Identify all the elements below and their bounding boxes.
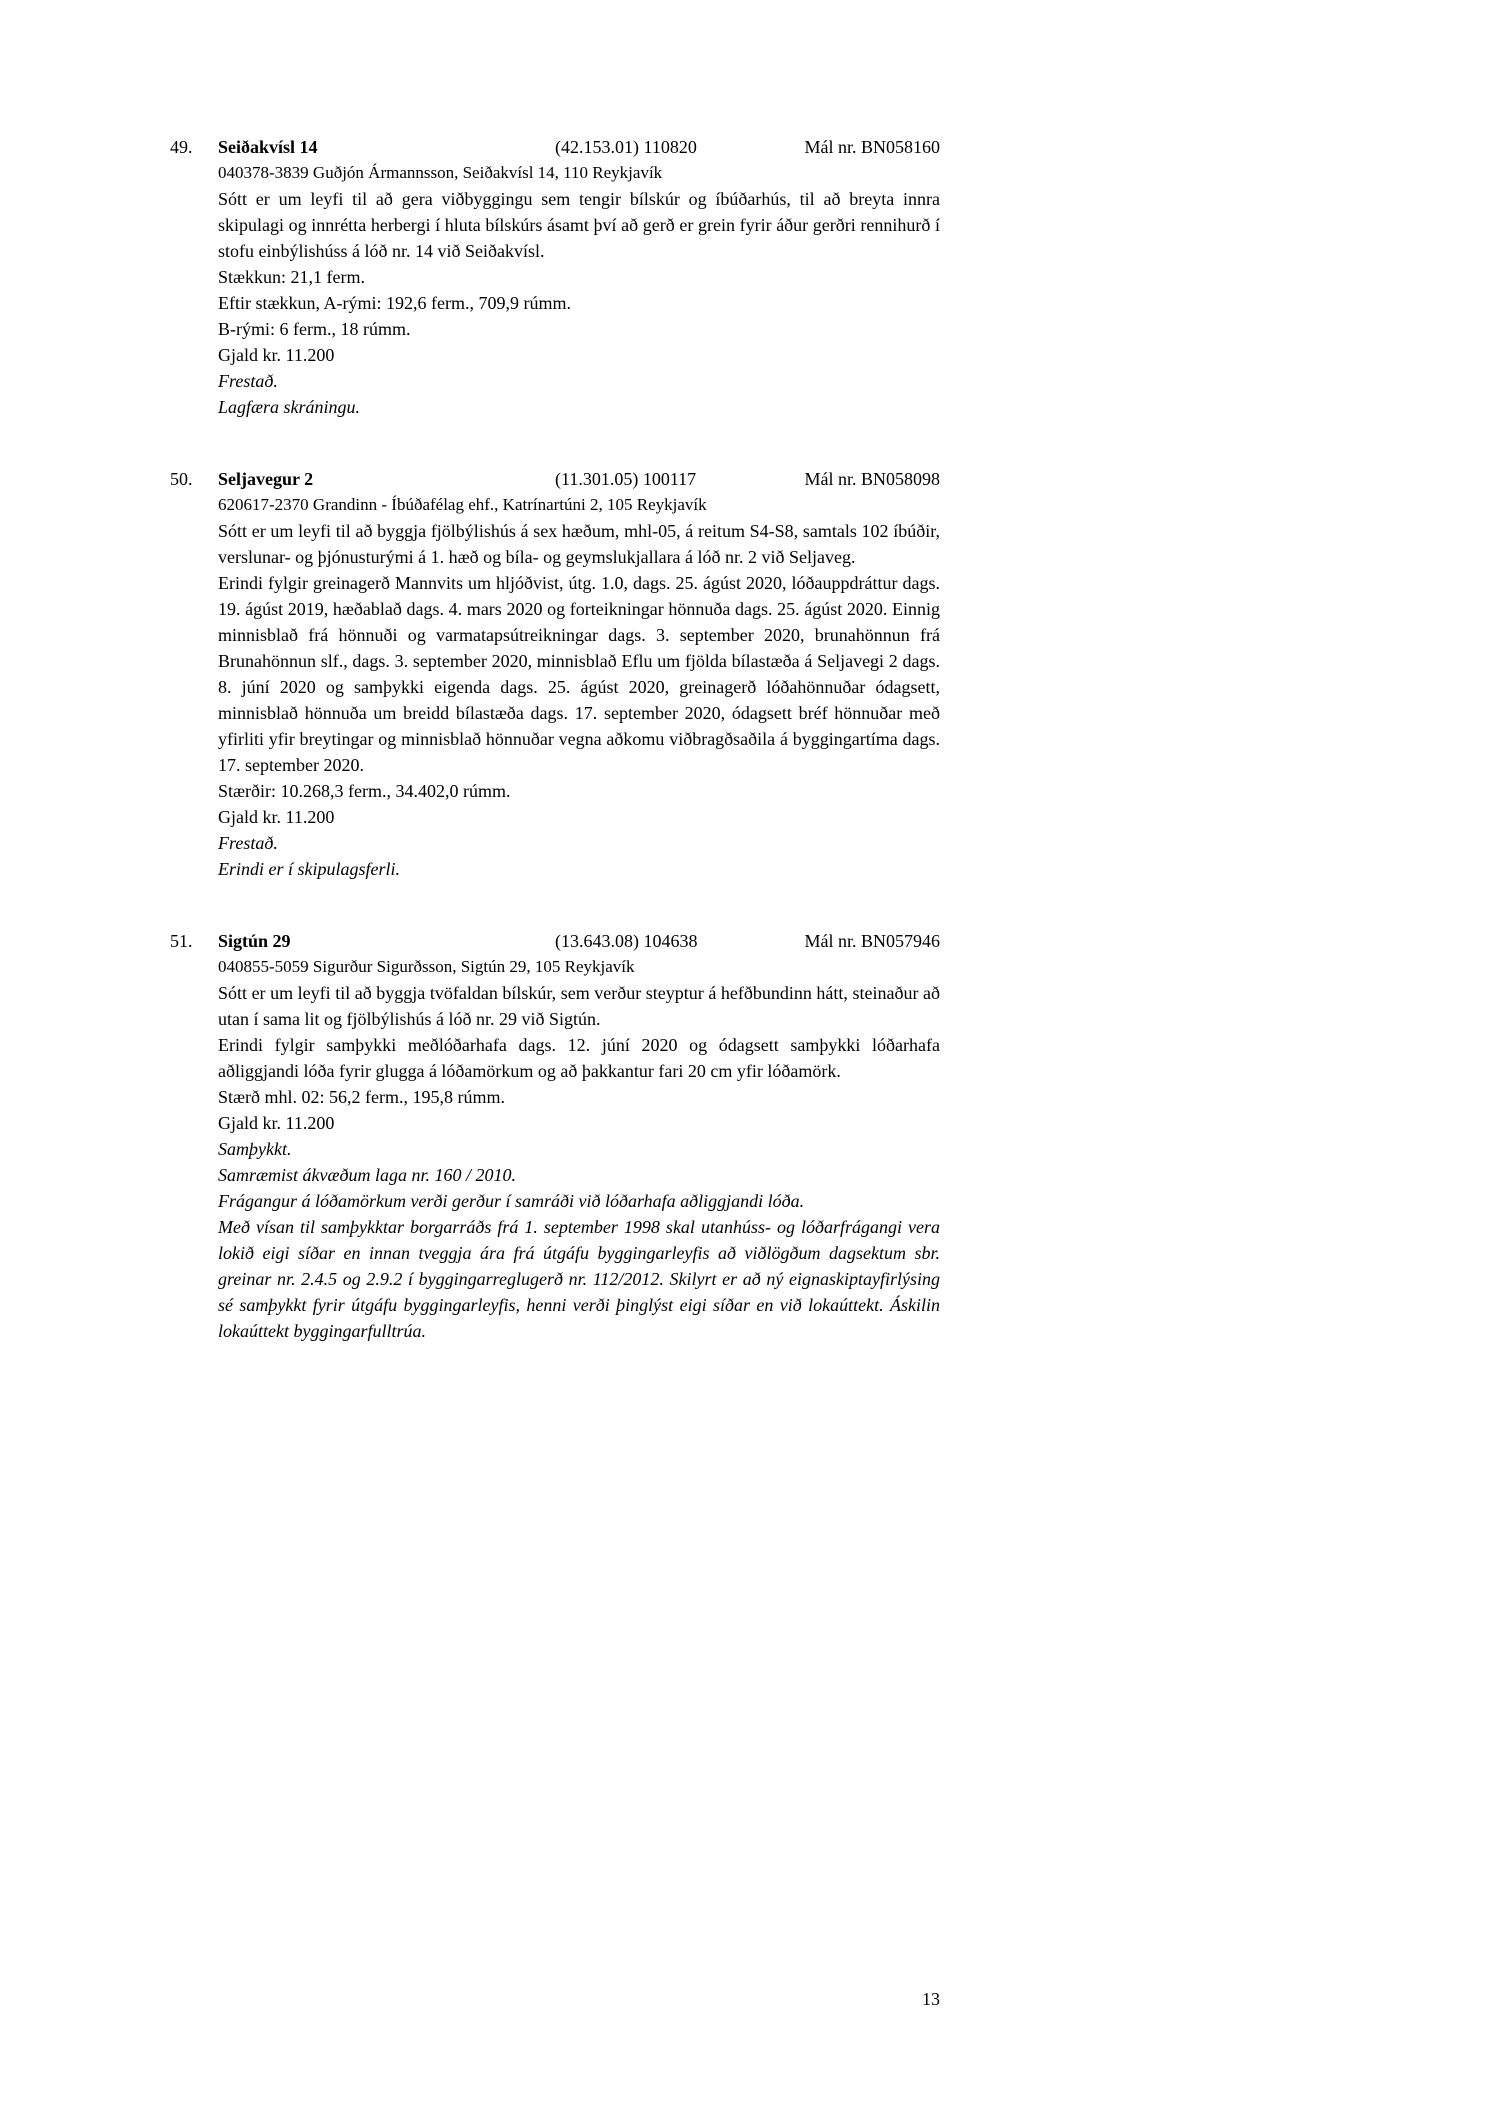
agenda-item-51	[170, 928, 940, 1344]
decision-note: Erindi er í skipulagsferli.	[218, 859, 400, 879]
decision-note: Frágangur á lóðamörkum verði gerður í samráði við lóðarhafa aðliggjandi lóða.	[218, 1191, 805, 1211]
agenda-item-49	[170, 134, 940, 420]
item-number: 49.	[170, 137, 193, 157]
item-number: 51.	[170, 931, 193, 951]
owner-line: 040855-5059 Sigurður Sigurðsson, Sigtún 29, 105 Reykjavík	[218, 957, 635, 976]
body-paragraph: Sótt er um leyfi til að gera viðbyggingu sem tengir bílskúr og íbúðarhús, til að breyta innra skipulagi og innrétta herbergi í hluta bílskúrs ásamt því að gerð er grein fyrir áður gerðri rennihurð í stofu einbýlishúss á lóð nr. 14 við Seiðakvísl.	[218, 189, 940, 261]
item-title: Sigtún 29	[218, 931, 291, 951]
item-case-number: Mál nr. BN058098	[804, 469, 940, 489]
decision-note: Frestað.	[218, 371, 278, 391]
decision-note: Með vísan til samþykktar borgarráðs frá 1. september 1998 skal utanhúss- og lóðarfrágangi vera lokið eigi síðar en innan tveggja ára frá útgáfu byggingarleyfis að viðlögðum dagsektum sbr. greinar nr. 2.4.5 og 2.9.2 í byggingarreglugerð nr. 112/2012. Skilyrt er að ný eignaskiptayfirlýsing sé samþykkt fyrir útgáfu byggingarleyfis, henni verði þinglýst eigi síðar en við lokaúttekt. Áskilin lokaúttekt byggingarfulltrúa.	[218, 1217, 940, 1341]
body-paragraph: Eftir stækkun, A-rými: 192,6 ferm., 709,9 rúmm.	[218, 293, 571, 313]
owner-line: 620617-2370 Grandinn - Íbúðafélag ehf., Katrínartúni 2, 105 Reykjavík	[218, 495, 707, 514]
page-content	[170, 134, 940, 1390]
body-paragraph: Stærð mhl. 02: 56,2 ferm., 195,8 rúmm.	[218, 1087, 505, 1107]
decision-note: Frestað.	[218, 833, 278, 853]
body-paragraph: Gjald kr. 11.200	[218, 1113, 335, 1133]
item-number: 50.	[170, 469, 193, 489]
item-title: Seiðakvísl 14	[218, 137, 318, 157]
body-paragraph: Gjald kr. 11.200	[218, 345, 335, 365]
agenda-item-50	[170, 466, 940, 882]
decision-note: Lagfæra skráningu.	[218, 397, 361, 417]
item-reference: (11.301.05) 100117	[555, 469, 697, 489]
item-body	[218, 492, 940, 882]
decision-note: Samræmist ákvæðum laga nr. 160 / 2010.	[218, 1165, 517, 1185]
owner-line: 040378-3839 Guðjón Ármannsson, Seiðakvísl 14, 110 Reykjavík	[218, 163, 663, 182]
item-case-number: Mál nr. BN058160	[804, 137, 940, 157]
item-case-number: Mál nr. BN057946	[804, 931, 940, 951]
body-paragraph: Erindi fylgir samþykki meðlóðarhafa dags. 12. júní 2020 og ódagsett samþykki lóðarhafa aðliggjandi lóða fyrir glugga á lóðamörkum og að þakkantur fari 20 cm yfir lóðamörk.	[218, 1035, 940, 1081]
item-body	[218, 160, 940, 420]
item-header	[218, 928, 940, 954]
body-paragraph: B-rými: 6 ferm., 18 rúmm.	[218, 319, 411, 339]
item-header	[218, 134, 940, 160]
page-number: 13	[922, 1989, 940, 2009]
body-paragraph: Stærðir: 10.268,3 ferm., 34.402,0 rúmm.	[218, 781, 511, 801]
item-title: Seljavegur 2	[218, 469, 314, 489]
body-paragraph: Erindi fylgir greinagerð Mannvits um hljóðvist, útg. 1.0, dags. 25. ágúst 2020, lóðauppdráttur dags. 19. ágúst 2019, hæðablað dags. 4. mars 2020 og forteikningar hönnuða dags. 25. ágúst 2020. Einnig minnisblað frá hönnuði og varmatapsútreikningar dags. 3. september 2020, brunahönnun frá Brunahönnun slf., dags. 3. september 2020, minnisblað Eflu um fjölda bílastæða á Seljavegi 2 dags. 8. júní 2020 og samþykki eigenda dags. 25. ágúst 2020, greinagerð lóðahönnuðar ódagsett, minnisblað hönnuða um breidd bílastæða dags. 17. september 2020, ódagsett bréf hönnuðar með yfirliti yfir breytingar og minnisblað hönnuðar vegna aðkomu viðbragðsaðila á byggingartíma dags. 17. september 2020.	[218, 573, 940, 775]
body-paragraph: Sótt er um leyfi til að byggja fjölbýlishús á sex hæðum, mhl-05, á reitum S4-S8, samtals 102 íbúðir, verslunar- og þjónusturými á 1. hæð og bíla- og geymslukjallara á lóð nr. 2 við Seljaveg.	[218, 521, 940, 567]
item-header	[218, 466, 940, 492]
body-paragraph: Stækkun: 21,1 ferm.	[218, 267, 365, 287]
item-reference: (13.643.08) 104638	[555, 931, 698, 951]
item-reference: (42.153.01) 110820	[555, 137, 697, 157]
decision-note: Samþykkt.	[218, 1139, 292, 1159]
body-paragraph: Gjald kr. 11.200	[218, 807, 335, 827]
body-paragraph: Sótt er um leyfi til að byggja tvöfaldan bílskúr, sem verður steyptur á hefðbundinn hátt, steinaður að utan í sama lit og fjölbýlishús á lóð nr. 29 við Sigtún.	[218, 983, 940, 1029]
item-body	[218, 954, 940, 1344]
